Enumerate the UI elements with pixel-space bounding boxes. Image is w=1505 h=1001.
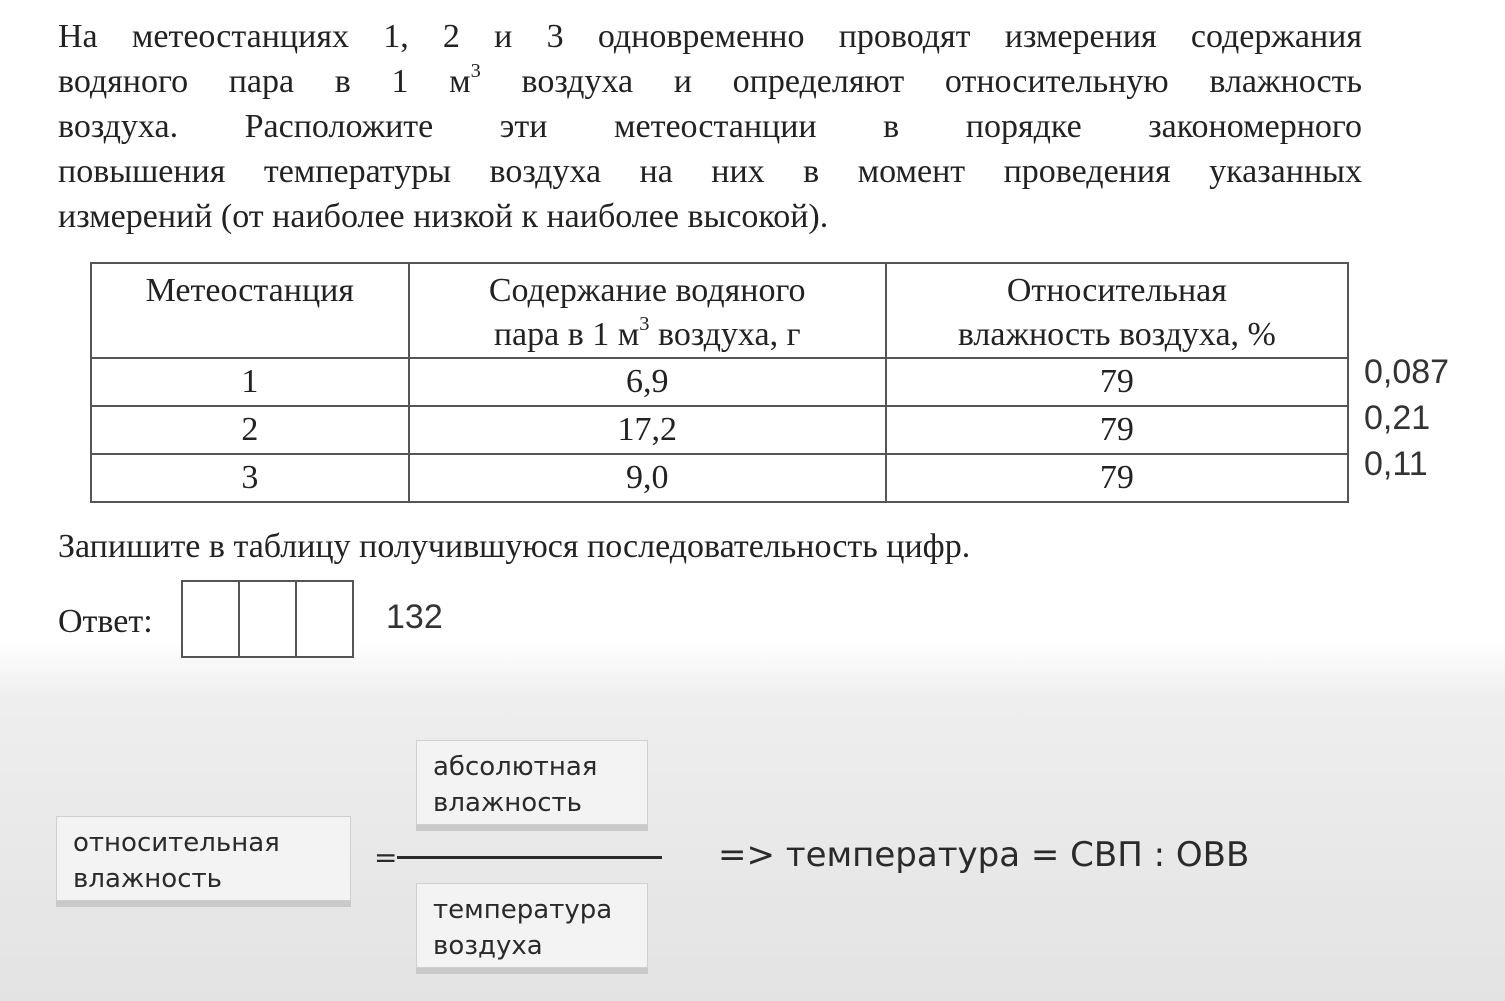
table-header-row (91, 263, 1348, 358)
answer-label: Ответ: (58, 603, 153, 640)
answer-box-3[interactable] (295, 580, 354, 658)
header-station: Метеостанция (91, 263, 409, 358)
margin-note-row-1: 0,087 (1364, 353, 1450, 391)
temperature-result-formula: => температура = СВП : ОВВ (718, 835, 1250, 875)
task-text-line-2-start: водяного пара в 1 м (58, 63, 471, 100)
header-vapor-content: Содержание водяного пара в 1 $м^3$ воздуха, г (409, 263, 886, 358)
cell-vapor: 9,0 (409, 454, 886, 502)
written-answer: 132 (386, 598, 443, 636)
task-text-line-2-end: воздуха и определяют относительную влажность (480, 63, 1362, 100)
margin-note-row-3: 0,11 (1364, 445, 1428, 483)
table-row (91, 406, 1348, 454)
cell-station: 1 (91, 358, 409, 406)
task-text-line-5: измерений (от наиболее низкой к наиболее высокой). (58, 198, 829, 235)
cell-vapor: 17,2 (409, 406, 886, 454)
cell-humidity: 79 (886, 406, 1348, 454)
answer-box-1[interactable] (181, 580, 240, 658)
fraction-line (397, 856, 662, 859)
relative-humidity-card: относительная влажность (56, 816, 351, 901)
cell-vapor: 6,9 (409, 358, 886, 406)
cubic-superscript: 3 (470, 59, 481, 82)
cell-station: 2 (91, 406, 409, 454)
task-text-line-1: На метеостанциях 1, 2 и 3 одновременно проводят измерения содержания (58, 18, 1362, 55)
header-relative-humidity: Относительная влажность воздуха, % (886, 263, 1348, 358)
task-text-line-3: воздуха. Расположите эти метеостанции в порядке закономерного (58, 108, 1362, 145)
cell-humidity: 79 (886, 454, 1348, 502)
cell-humidity: 79 (886, 358, 1348, 406)
instruction-text: Запишите в таблицу получившуюся последовательность цифр. (58, 528, 971, 565)
cell-station: 3 (91, 454, 409, 502)
table-row (91, 454, 1348, 502)
air-temperature-card: температура воздуха (416, 883, 648, 968)
table-row (91, 358, 1348, 406)
equals-sign: = (374, 841, 398, 874)
margin-note-row-2: 0,21 (1364, 399, 1431, 437)
absolute-humidity-card: абсолютная влажность (416, 740, 648, 825)
answer-boxes (181, 580, 352, 658)
answer-box-2[interactable] (238, 580, 297, 658)
task-text-line-2 (58, 59, 1362, 104)
station-table (90, 262, 1349, 503)
task-text-line-4: повышения температуры воздуха на них в момент проведения указанных (58, 153, 1362, 190)
